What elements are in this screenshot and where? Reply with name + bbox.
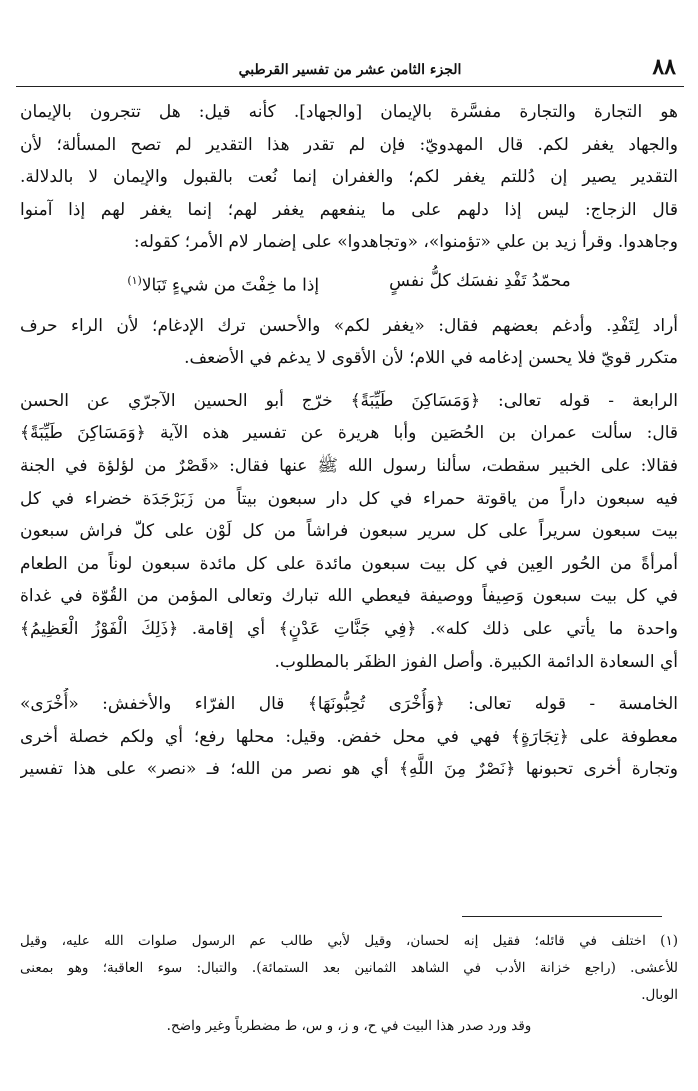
text-line: الرابعة - قوله تعالى: ﴿وَمَسَاكِنَ طَيِّبَةً﴾ خرّج أبو الحسين الآجرّي عن الحسن xyxy=(20,390,678,411)
text-line: فقالا: على الخبير سقطت، سألنا رسول الله ﷺ عنها فقال: «قَصْرٌ من لؤلؤة في الجنة xyxy=(20,456,678,476)
running-title: الجزء الثامن عشر من تفسير القرطبي xyxy=(238,62,462,78)
text-line: فيه سبعون داراً من ياقوتة حمراء في كل دار سبعون بيتاً من زَبَرْجَدَة خضراء في كل xyxy=(20,488,678,509)
text-line: في كل بيت سبعون وَصِيفاً ووصيفة فيعطي الله تبارك وتعالى المؤمن من القُوّة في غداة xyxy=(20,586,678,607)
paragraph-4 xyxy=(20,688,678,786)
footnote-line: الوبال. xyxy=(641,987,678,1003)
text-line: متكرر قويّ فلا يحسن إدغامه في اللام؛ لأن الأقوى لا يدغم في الأضعف. xyxy=(184,348,678,369)
text-line: وجاهدوا. وقرأ زيد بن علي «تؤمنوا»، «وتجاهدوا» على إضمار لام الأمر؛ كقوله: xyxy=(133,232,678,253)
text-line: معطوفة على ﴿تِجَارَةٍ﴾ فهي في محل خفض. وقيل: محلها رفع؛ أي ولكم خصلة أخرى xyxy=(20,726,678,747)
footnote-divider xyxy=(462,916,662,917)
text-line: أراد لِتَفْدِ. وأدغم بعضهم فقال: «يغفر لكم» والأحسن ترك الإدغام؛ لأن الراء حرف xyxy=(20,315,678,336)
text-line: التقدير يصير إن دُللتم يغفر لكم؛ والغفران إنما نُعت بالقبول والإيمان لا بالدلالة. xyxy=(20,167,678,188)
verse-second-hemistich-text: إذا ما خِفْتَ من شيءٍ تَبَالا xyxy=(141,275,320,296)
paragraph-gap xyxy=(20,375,678,385)
text-line: أي السعادة الدائمة الكبيرة. وأصل الفوز الظفَر بالمطلوب. xyxy=(274,651,678,672)
text-line: وتجارة أخرى تحبونها ﴿نَصْرٌ مِنَ اللَّهِ﴾ أي هو نصر من الله؛ فـ «نصر» على هذا تفسير xyxy=(20,759,678,780)
page-number: ٨٨ xyxy=(652,54,676,80)
main-text xyxy=(20,96,678,786)
verse-second-hemistich xyxy=(127,261,319,306)
footnote-line: (١) اختلف في قائله؛ فقيل إنه لحسان، وقيل لأبي طالب عم الرسول صلوات الله عليه، وقيل xyxy=(20,933,678,949)
text-line: واحدة ما يأتي على ذلك كله». ﴿فِي جَنَّاتِ عَدْنٍ﴾ أي إقامة. ﴿ذَلِكَ الْفَوْزُ الْعَظِيمُ﴾ xyxy=(20,618,678,639)
page-header xyxy=(16,54,684,87)
text-line: قال الزجاج: ليس إذا دلهم على ما ينفعهم يغفر لهم؛ إنما يغفر لهم إذا آمنوا xyxy=(20,199,678,220)
paragraph-3 xyxy=(20,385,678,678)
text-line: والجهاد يغفر لكم. قال المهدويّ: فإن لم تقدر هذا التقدير لم تصح المسألة؛ لأن xyxy=(20,134,678,155)
text-line: بيت سبعون سريراً على كل سرير سبعون فراشاً من كل لَوْن على كلّ فراش سبعون xyxy=(20,521,678,542)
verse-first-hemistich: محمّدُ تَفْدِ نفسَك كلُّ نفسٍ xyxy=(389,270,571,291)
paragraph-2 xyxy=(20,310,678,375)
footnote-line: للأعشى. (راجع خزانة الأدب في الشاهد الثمانين بعد الستمائة). والتبال: سوء العاقبة؛ وهو بمعنى xyxy=(20,960,678,976)
footnote-reference[interactable]: (١) xyxy=(127,273,142,287)
footnote-note: وقد ورد صدر هذا البيت في ح، و ز، و س، ط مضطرباً وغير واضح. xyxy=(166,1018,532,1034)
paragraph-1 xyxy=(20,96,678,259)
text-line: أمرأةً من الحُور العِين في كل بيت سبعون مائدة على كل مائدة سبعون لوناً من الطعام xyxy=(20,553,678,574)
text-line: هو التجارة والتجارة مفسَّرة بالإيمان [والجهاد]. كأنه قيل: هل تتجرون بالإيمان xyxy=(20,102,678,122)
paragraph-gap xyxy=(20,678,678,688)
text-line: الخامسة - قوله تعالى: ﴿وَأُخْرَى تُحِبُّونَهَا﴾ قال الفرّاء والأخفش: «أُخْرَى» xyxy=(20,694,678,715)
poetry-verse xyxy=(20,261,678,306)
text-line: قال: سألت عمران بن الحُصَين وأبا هريرة عن تفسير هذه الآية ﴿وَمَسَاكِنَ طَيِّبَةً﴾ xyxy=(20,423,678,444)
footnotes xyxy=(20,928,678,1040)
